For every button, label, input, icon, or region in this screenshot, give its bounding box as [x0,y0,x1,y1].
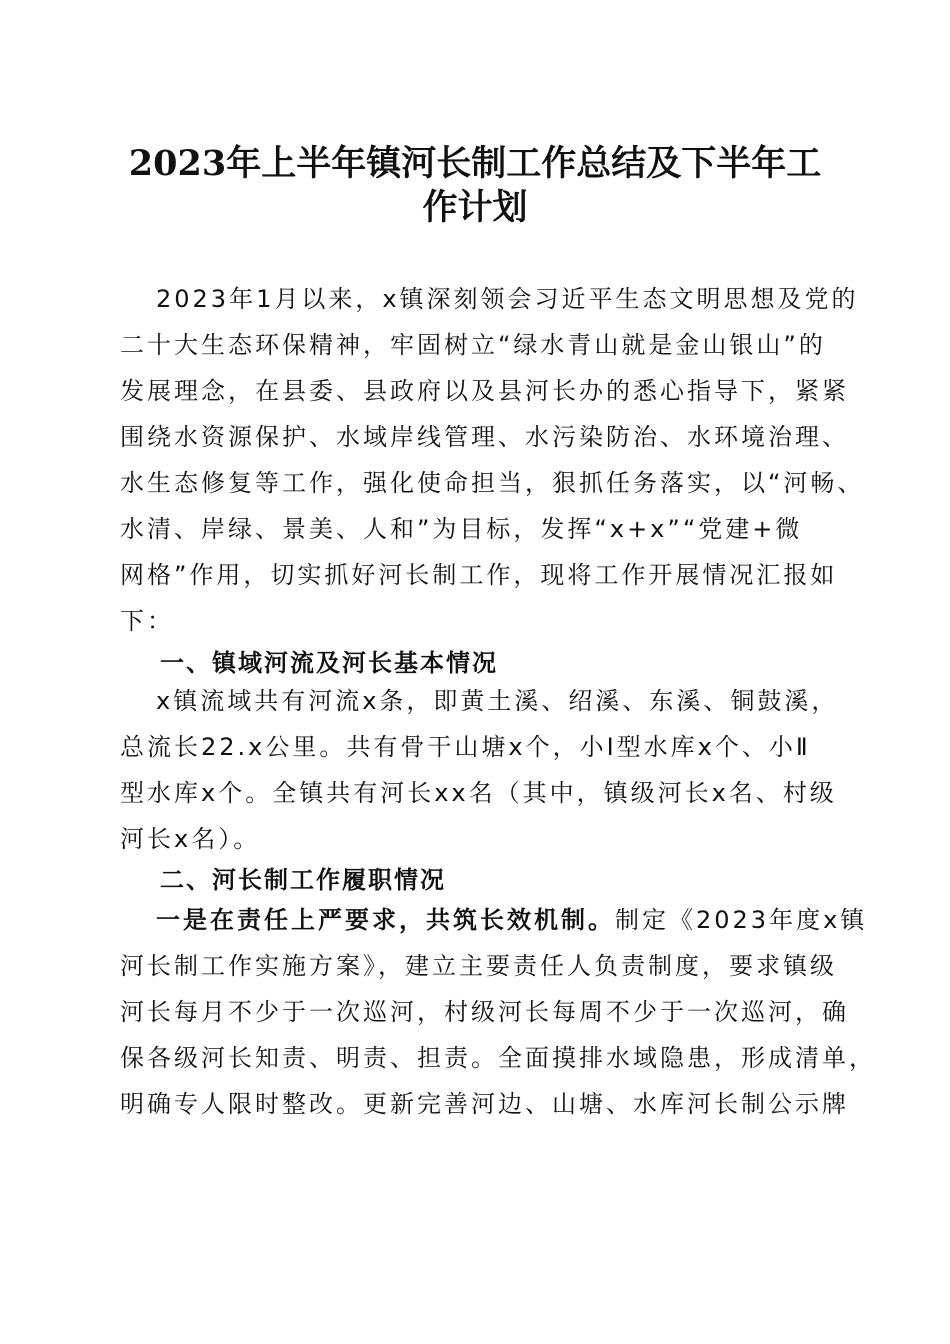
intro-line: 围绕水资源保护、水域岸线管理、水污染防治、水环境治理、 [120,423,849,451]
section-2-paragraph [120,0,876,1344]
intro-line: 下： [120,607,174,635]
section-2-line: 河长每月不少于一次巡河，村级河长每周不少于一次巡河，确 [120,998,849,1026]
title-line-2: 作计划 [422,187,528,228]
intro-line: 网格”作用，切实抓好河长制工作，现将工作开展情况汇报如 [120,561,838,589]
section-1-line: x镇流域共有河流x条，即黄土溪、绍溪、东溪、铜鼓溪， [156,687,839,715]
section-2-first-rest: 制定《2023年度x镇 [615,906,868,934]
intro-line: 水生态修复等工作，强化使命担当，狠抓任务落实，以“河畅、 [120,469,865,497]
intro-line: 发展理念，在县委、县政府以及县河长办的悉心指导下，紧紧 [120,377,849,405]
title-line-1: 2023年上半年镇河长制工作总结及下半年工 [128,143,822,184]
section-1-line: 总流长22.x公里。共有骨干山塘x个，小Ⅰ型水库x个、小Ⅱ [120,733,811,761]
section-2-first-line [156,897,867,943]
intro-line: 2023年1月以来，x镇深刻领会习近平生态文明思想及党的 [156,285,859,313]
section-1-line: 型水库x个。全镇共有河长xx名（其中，镇级河长x名、村级 [120,779,837,807]
section-1-line: 河长x名）。 [120,825,261,853]
section-2-lead: 一是在责任上严要求，共筑长效机制。 [156,906,615,934]
section-1-heading: 一、镇域河流及河长基本情况 [160,649,498,677]
section-2-line: 河长制工作实施方案》，建立主要责任人负责制度，要求镇级 [120,952,837,980]
section-2-line: 明确专人限时整改。更新完善河边、山塘、水库河长制公示牌 [120,1090,849,1118]
section-2-line: 保各级河长知责、明责、担责。全面摸排水域隐患，形成清单， [120,1044,876,1072]
section-2-heading: 二、河长制工作履职情况 [160,866,446,894]
intro-line: 二十大生态环保精神，牢固树立“绿水青山就是金山银山”的 [120,331,826,359]
intro-line: 水清、岸绿、景美、人和”为目标，发挥“x+x”“党建+微 [120,515,803,543]
